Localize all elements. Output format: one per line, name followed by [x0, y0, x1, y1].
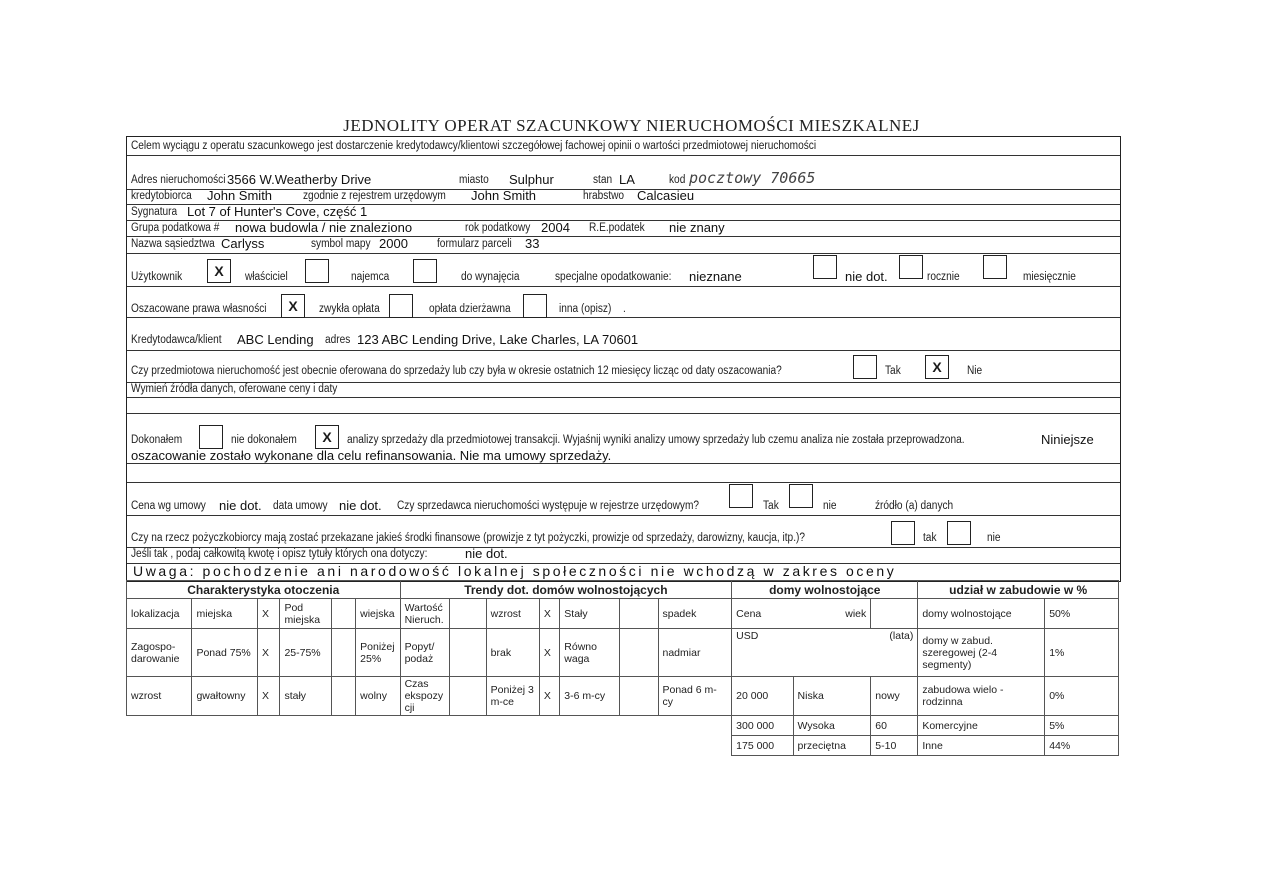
borrower-value: John Smith: [207, 188, 273, 203]
table-cell: brak: [486, 629, 539, 677]
listing-question: Czy przedmiotowa nieruchomość jest obecnie oferowana do sprzedaży lub czy była w okresie ostatnich 12 miesięcy licząc od daty oszacowania?: [131, 365, 782, 377]
other-rights-checkbox[interactable]: [523, 294, 547, 318]
address-value: 3566 W.Weatherby Drive: [227, 172, 372, 187]
didnot-label: nie dokonałem: [231, 434, 297, 446]
occupant-tenant-label: najemca: [351, 271, 390, 283]
table-cell: Poniżej 3 m-ce: [486, 677, 539, 716]
monthly-label: miesięcznie: [1023, 271, 1076, 283]
table-spacer: [127, 736, 732, 756]
owner-label: zgodnie z rejestrem urzędowym: [303, 190, 446, 202]
occupant-owner-checkbox[interactable]: X: [207, 259, 231, 283]
table-cell: [732, 629, 918, 677]
if-yes-value: nie dot.: [465, 546, 508, 561]
listing-yes-checkbox[interactable]: [853, 355, 877, 379]
table-cell: 3-6 m-cy: [560, 677, 619, 716]
occupant-vacant-label: do wynajęcia: [461, 271, 520, 283]
table-cell: Zagospo-darowanie: [127, 629, 192, 677]
fee-simple-label: zwykła opłata: [319, 303, 380, 315]
re-tax-value: nie znany: [669, 220, 725, 235]
table-cell: X: [257, 677, 280, 716]
seller-yes-checkbox[interactable]: [729, 484, 753, 508]
listing-no-checkbox[interactable]: X: [925, 355, 949, 379]
table-cell: miejska: [192, 599, 257, 629]
table-cell: [449, 677, 486, 716]
table-cell: lokalizacja: [127, 599, 192, 629]
table-cell: Inne: [918, 736, 1045, 756]
city-label: miasto: [459, 174, 489, 186]
purpose-text: Celem wyciągu z operatu szacunkowego jest dostarczenie kredytodawcy/klientowi szczegółowej fachowej opinii o wartości przedmiotowej nieruchomości: [131, 140, 817, 152]
table-cell: nadmiar: [658, 629, 732, 677]
table-cell: [449, 599, 486, 629]
concessions-question: Czy na rzecz pożyczkobiorcy mają zostać przekazane jakieś środki finansowe (prowizje z tyt pożyczki, prowizje od sprzedaży, darowizny, kaucja, itp.)?: [131, 532, 806, 544]
owner-value: John Smith: [471, 188, 537, 203]
lender-address: 123 ABC Lending Drive, Lake Charles, LA 70601: [357, 332, 639, 347]
table-cell: Wysoka: [793, 716, 871, 736]
header-single-family: domy wolnostojące: [732, 581, 918, 599]
price-header: Cena: [736, 607, 762, 620]
table-cell: Czas ekspozy cji: [400, 677, 449, 716]
table-cell: [331, 677, 356, 716]
analysis-text-end: Niniejsze: [1041, 432, 1094, 447]
concessions-yes-checkbox[interactable]: [891, 521, 915, 545]
other-rights-label: inna (opisz): [559, 303, 612, 315]
table-cell: spadek: [658, 599, 732, 629]
occupant-owner-label: właściciel: [245, 271, 288, 283]
table-cell: X: [257, 629, 280, 677]
table-cell: stały: [280, 677, 331, 716]
table-cell: Popyt/ podaż: [400, 629, 449, 677]
usd-label: USD: [736, 630, 759, 642]
table-cell: wzrost: [127, 677, 192, 716]
seller-yes-label: Tak: [763, 500, 779, 512]
special-assessment-label: specjalne opodatkowanie:: [555, 271, 672, 283]
tax-group-value: nowa budowla / nie znaleziono: [235, 220, 413, 235]
table-cell: domy w zabud. szeregowej (2-4 segmenty): [918, 629, 1045, 677]
neighborhood-table: [126, 580, 1119, 756]
tax-year-label: rok podatkowy: [465, 222, 531, 234]
rights-label: Oszacowane prawa własności: [131, 303, 267, 315]
price-value: nie dot.: [219, 498, 262, 513]
leasehold-label: opłata dzierżawna: [429, 303, 511, 315]
seller-question: Czy sprzedawca nieruchomości występuje w rejestrze urzędowym?: [397, 500, 700, 512]
table-cell: [871, 599, 918, 629]
table-cell: domy wolnostojące: [918, 599, 1045, 629]
city-value: Sulphur: [509, 172, 554, 187]
table-cell: Niska: [793, 677, 871, 716]
occupant-vacant-checkbox[interactable]: [413, 259, 437, 283]
neighborhood-label: Nazwa sąsiedztwa: [131, 238, 215, 250]
table-cell: Stały: [560, 599, 619, 629]
county-label: hrabstwo: [583, 190, 625, 202]
other-rights-dot: .: [623, 303, 626, 315]
concessions-no-checkbox[interactable]: [947, 521, 971, 545]
form-title: JEDNOLITY OPERAT SZACUNKOWY NIERUCHOMOŚCI MIESZKALNEJ: [343, 116, 920, 135]
occupant-label: Użytkownik: [131, 271, 183, 283]
table-cell: 5%: [1045, 716, 1119, 736]
listing-sources-label: Wymień źródła danych, oferowane ceny i daty: [131, 383, 338, 395]
table-cell: Ponad 6 m-cy: [658, 677, 732, 716]
table-cell: 44%: [1045, 736, 1119, 756]
table-cell: gwałtowny: [192, 677, 257, 716]
legal-label: Sygnatura: [131, 206, 178, 218]
table-cell: [619, 629, 658, 677]
if-yes-label: Jeśli tak , podaj całkowitą kwotę i opisz tytuły których ona dotyczy:: [131, 548, 428, 560]
parcel-label: formularz parceli: [437, 238, 512, 250]
concessions-no-label: nie: [987, 532, 1001, 544]
table-cell: 5-10: [871, 736, 918, 756]
table-cell: 1%: [1045, 629, 1119, 677]
na-checkbox[interactable]: [813, 255, 837, 279]
seller-no-checkbox[interactable]: [789, 484, 813, 508]
header-trends: Trendy dot. domów wolnostojących: [400, 581, 732, 599]
years-label: (lata): [889, 630, 914, 642]
data-source-label: źródło (a) danych: [875, 500, 954, 512]
table-cell: Równo waga: [560, 629, 619, 677]
listing-yes-label: Tak: [885, 365, 901, 377]
table-cell: 0%: [1045, 677, 1119, 716]
legal-value: Lot 7 of Hunter's Cove, część 1: [187, 204, 368, 219]
table-cell: X: [257, 599, 280, 629]
header-land-use: udział w zabudowie w %: [918, 581, 1119, 599]
didnot-checkbox[interactable]: X: [315, 425, 339, 449]
table-cell: zabudowa wielo - rodzinna: [918, 677, 1045, 716]
listing-no-label: Nie: [967, 365, 983, 377]
na-label: nie dot.: [845, 269, 888, 284]
county-value: Calcasieu: [637, 188, 695, 203]
concessions-yes-label: tak: [923, 532, 937, 544]
price-label: Cena wg umowy: [131, 500, 206, 512]
date-value: nie dot.: [339, 498, 382, 513]
table-cell: przeciętna: [793, 736, 871, 756]
table-cell: [619, 599, 658, 629]
table-spacer: [127, 716, 732, 736]
table-cell: Poniżej 25%: [356, 629, 400, 677]
seller-no-label: nie: [823, 500, 837, 512]
date-label: data umowy: [273, 500, 328, 512]
table-cell: [331, 599, 356, 629]
table-cell: Wartość Nieruch.: [400, 599, 449, 629]
did-label: Dokonałem: [131, 434, 183, 446]
table-cell: X: [539, 677, 559, 716]
parcel-value: 33: [525, 236, 540, 251]
table-cell: wiejska: [356, 599, 400, 629]
fee-simple-checkbox[interactable]: X: [281, 294, 305, 318]
table-cell: 50%: [1045, 599, 1119, 629]
table-cell: Komercyjne: [918, 716, 1045, 736]
lender-address-label: adres: [325, 334, 351, 346]
table-cell: 25-75%: [280, 629, 331, 677]
table-cell: 300 000: [732, 716, 793, 736]
lender-name: ABC Lending: [237, 332, 314, 347]
table-cell: nowy: [871, 677, 918, 716]
table-cell: 20 000: [732, 677, 793, 716]
age-header: wiek: [845, 607, 867, 620]
did-checkbox[interactable]: [199, 425, 223, 449]
table-cell: [331, 629, 356, 677]
table-cell: Pod miejska: [280, 599, 331, 629]
map-label: symbol mapy: [311, 238, 371, 250]
tax-year-value: 2004: [541, 220, 570, 235]
table-cell: wolny: [356, 677, 400, 716]
table-cell: Ponad 75%: [192, 629, 257, 677]
neighborhood-value: Carlyss: [221, 236, 265, 251]
borrower-label: kredytobiorca: [131, 190, 192, 202]
map-value: 2000: [379, 236, 408, 251]
state-label: stan: [593, 174, 613, 186]
table-cell: 175 000: [732, 736, 793, 756]
annual-checkbox[interactable]: [899, 255, 923, 279]
re-tax-label: R.E.podatek: [589, 222, 645, 234]
table-cell: 60: [871, 716, 918, 736]
table-cell: X: [539, 599, 559, 629]
lender-label: Kredytodawca/klient: [131, 334, 222, 346]
notice-text: Uwaga: pochodzenie ani narodowość lokalnej społeczności nie wchodzą w zakres oceny: [133, 563, 897, 579]
zip-value: pocztowy 70665: [689, 169, 816, 187]
table-cell: [732, 599, 871, 629]
analysis-text: analizy sprzedaży dla przedmiotowej transakcji. Wyjaśnij wyniki analizy umowy sprzedaży lub czemu analiza nie została przeprowadzona.: [347, 434, 965, 446]
analysis-text-cont: oszacowanie zostało wykonane dla celu refinansowania. Nie ma umowy sprzedaży.: [131, 448, 612, 463]
tax-group-label: Grupa podatkowa #: [131, 222, 220, 234]
monthly-checkbox[interactable]: [983, 255, 1007, 279]
address-label: Adres nieruchomości: [131, 174, 226, 186]
table-cell: [619, 677, 658, 716]
table-cell: [449, 629, 486, 677]
appraisal-form: [126, 136, 1121, 582]
table-cell: X: [539, 629, 559, 677]
annual-label: rocznie: [927, 271, 960, 283]
header-neighborhood: Charakterystyka otoczenia: [127, 581, 401, 599]
state-value: LA: [619, 172, 635, 187]
special-assessment-value: nieznane: [689, 269, 742, 284]
occupant-tenant-checkbox[interactable]: [305, 259, 329, 283]
zip-label: kod: [669, 174, 686, 186]
leasehold-checkbox[interactable]: [389, 294, 413, 318]
table-cell: wzrost: [486, 599, 539, 629]
